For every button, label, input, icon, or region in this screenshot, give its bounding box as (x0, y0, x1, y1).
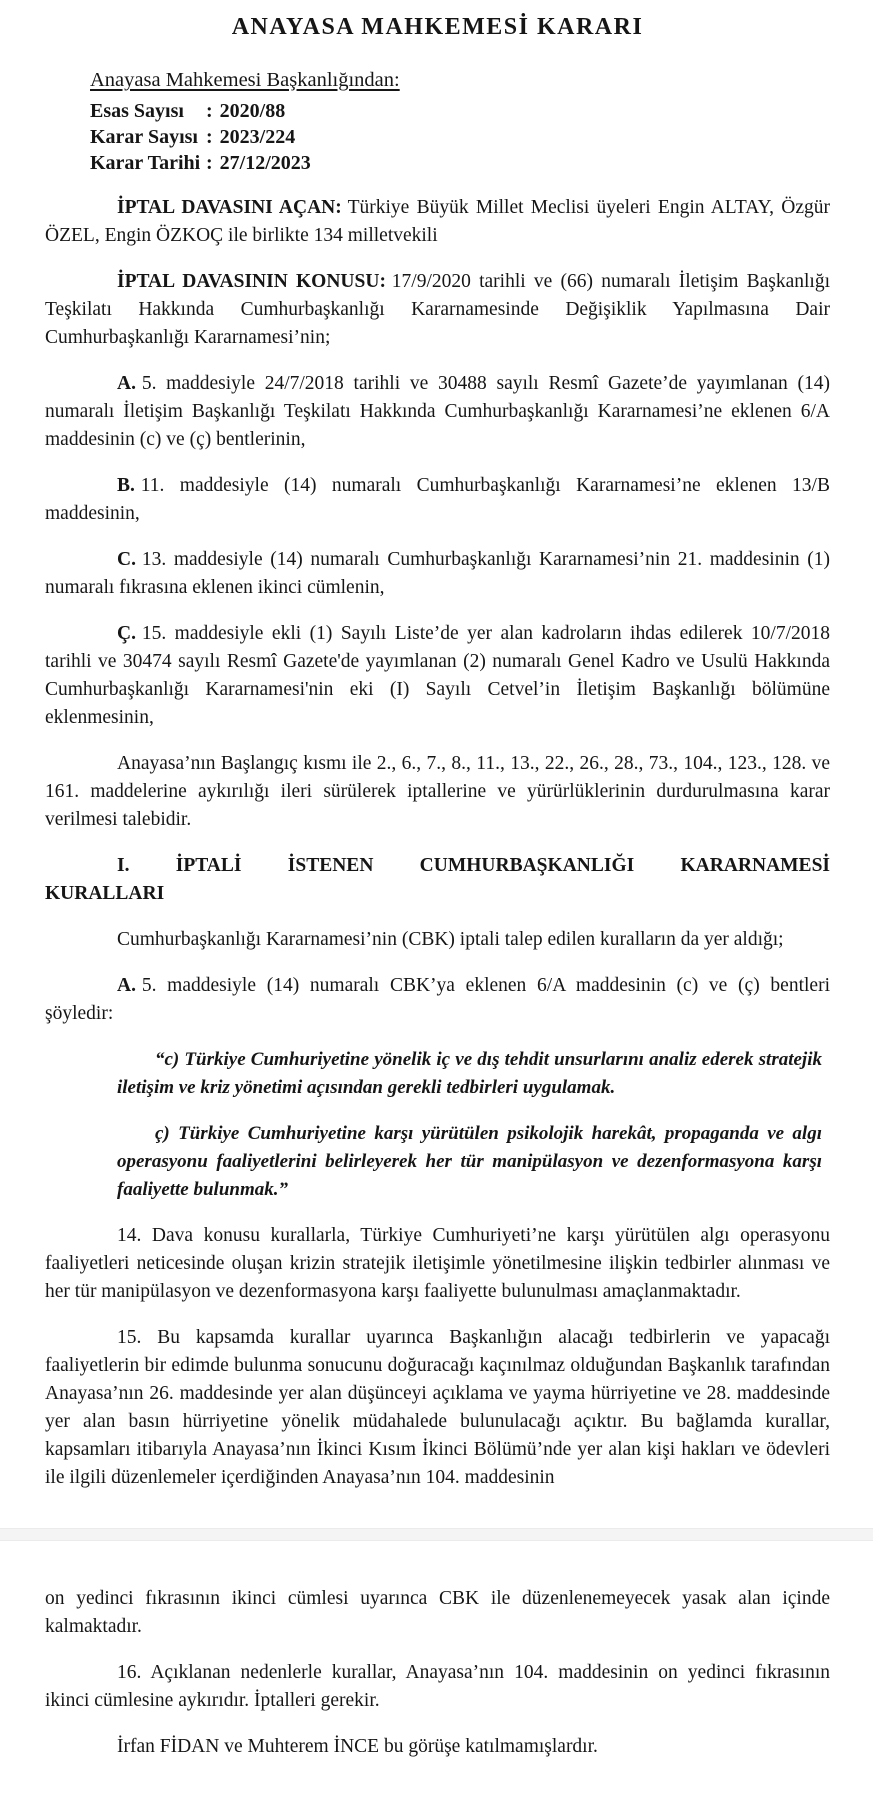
paragraph-text: on yedinci fıkrasının ikinci cümlesi uyarınca CBK ile düzenlenemeyecek yasak alan içinde kalmaktadır. (45, 1588, 830, 1637)
paragraph-text: 17/9/2020 tarihli ve (66) numaralı İletişim Başkanlığı Teşkilatı Hakkında Cumhurbaşkanlığı Kararnamesinde Değişiklik Yapılmasına Dair Cumhurbaşkanlığı Kararnamesi’nin; (45, 271, 831, 348)
paragraph-cbk-intro (45, 926, 830, 954)
paragraph-text: 16. Açıklanan nedenlerle kurallar, Anayasa’nın 104. maddesinin on yedinci fıkrasının ikinci cümlesine aykırıdır. İptalleri gerekir. (45, 1662, 830, 1711)
page-break-divider (0, 1528, 873, 1541)
quote-bent-cc: ç) Türkiye Cumhuriyetine karşı yürütülen psikolojik harekât, propaganda ve algı operasyonu faaliyetlerini belirleyerek her tür manipülasyon ve dezenformasyona karşı faaliyette bulunmak.” (117, 1123, 822, 1200)
paragraph-text: 11. maddesiyle (14) numaralı Cumhurbaşkanlığı Kararnamesi’ne eklenen 13/B maddesinin, (45, 475, 830, 524)
meta-separator: : (206, 100, 213, 122)
paragraph-text: 13. maddesiyle (14) numaralı Cumhurbaşkanlığı Kararnamesi’nin 21. maddesinin (1) numaralı fıkrasına eklenen ikinci cümlenin, (45, 549, 830, 598)
meta-row-karar-tarihi (90, 150, 830, 176)
paragraph-16 (45, 1659, 830, 1715)
paragraph-davayi-acan (45, 194, 830, 250)
list-item-b (45, 472, 830, 528)
meta-label: Karar Tarihi (90, 152, 201, 174)
paragraph-talep (45, 750, 830, 834)
list-item-cc (45, 620, 830, 732)
paragraph-lead: İPTAL DAVASINI AÇAN: (117, 197, 342, 218)
paragraph-text: Anayasa’nın Başlangıç kısmı ile 2., 6., 7., 8., 11., 13., 22., 26., 28., 73., 104., 123., 128. ve 161. maddelerine aykırılığı ileri sürülerek iptallerine ve yürürlüklerinin durdurulmasına karar verilmesi talebidir. (45, 753, 830, 830)
meta-label: Karar Sayısı (90, 126, 198, 148)
paragraph-text: 15. maddesiyle ekli (1) Sayılı Liste’de yer alan kadroların ihdas edilerek 10/7/2018 tarihli ve 30474 sayılı Resmî Gazete'de yayımlanan (2) numaralı Genel Kadro ve Usulü Hakkında Cumhurbaşkanlığı Kararnamesi'nin eki (I) Sayılı Cetvel’in İletişim Başkanlığı bölümüne eklenmesinin, (45, 623, 830, 728)
paragraph-lead: A. (117, 975, 136, 996)
meta-separator: : (206, 152, 213, 174)
meta-separator: : (206, 126, 213, 148)
paragraph-15 (45, 1324, 830, 1492)
paragraph-text: Cumhurbaşkanlığı Kararnamesi’nin (CBK) iptali talep edilen kuralların da yer aldığı; (117, 929, 784, 950)
quote-bent-c: “c) Türkiye Cumhuriyetine yönelik iç ve dış tehdit unsurlarını analiz ederek stratejik iletişim ve kriz yönetimi açısından gerekli tedbirleri uygulamak. (117, 1049, 822, 1098)
meta-value: 2023/224 (219, 126, 296, 148)
meta-row-karar-sayisi (90, 124, 830, 150)
meta-value: 27/12/2023 (219, 152, 311, 174)
list-item-a (45, 370, 830, 454)
case-meta-block (90, 98, 830, 176)
meta-label: Esas Sayısı (90, 100, 184, 122)
issuing-authority-heading: Anayasa Mahkemesi Başkanlığından: (90, 69, 400, 91)
paragraph-lead: B. (117, 475, 135, 496)
paragraph-text: 14. Dava konusu kurallarla, Türkiye Cumhuriyeti’ne karşı yürütülen algı operasyonu faaliyetleri neticesinde oluşan krizin stratejik iletişimle yönetilmesine ilişkin tedbirler alınması ve her tür manipülasyon ve dezenformasyona karşı faaliyette bulunulması amaçlanmaktadır. (45, 1225, 830, 1302)
paragraph-text: 5. maddesiyle (14) numaralı CBK’ya eklenen 6/A maddesinin (c) ve (ç) bentleri şöyledir: (45, 975, 830, 1024)
meta-row-esas-sayisi (90, 98, 830, 124)
paragraph-lead: C. (117, 549, 136, 570)
paragraph-15-devami (45, 1585, 830, 1641)
paragraph-14 (45, 1222, 830, 1306)
paragraph-text: 5. maddesiyle 24/7/2018 tarihli ve 30488 sayılı Resmî Gazete’de yayımlanan (14) numaralı İletişim Başkanlığı Teşkilatı Hakkında Cumhurbaşkanlığı Kararnamesi’ne eklenen 6/A maddesinin (c) ve (ç) bentlerinin, (45, 373, 830, 450)
section-heading-iptali-istenen: I. İPTALİ İSTENEN CUMHURBAŞKANLIĞI KARARNAMESİ KURALLARI (45, 855, 830, 904)
paragraph-konusu (45, 268, 830, 352)
paragraph-text: Türkiye Büyük Millet Meclisi üyeleri Engin ALTAY, Özgür ÖZEL, Engin ÖZKOÇ ile birlikte 134 milletvekili (45, 197, 830, 246)
paragraph-lead: İPTAL DAVASININ KONUSU: (117, 271, 386, 292)
paragraph-text: İrfan FİDAN ve Muhterem İNCE bu görüşe katılmamışlardır. (117, 1736, 598, 1757)
paragraph-lead: Ç. (117, 623, 136, 644)
meta-value: 2020/88 (219, 100, 286, 122)
list-item-c (45, 546, 830, 602)
paragraph-madde-a (45, 972, 830, 1028)
paragraph-text: 15. Bu kapsamda kurallar uyarınca Başkanlığın alacağı tedbirlerin ve yapacağı faaliyetlerin bir edimde bulunma sonucunu doğuracağı kaçınılmaz olduğundan Başkanlık tarafından Anayasa’nın 26. maddesinde yer alan düşünceyi açıklama ve yayma hürriyetine ve 28. maddesinde yer alan basın hürriyetine yönelik müdahalede bulunulacağı açıktır. Bu bağlamda kurallar, kapsamları itibarıyla Anayasa’nın İkinci Kısım İkinci Bölümü’nde yer alan kişi hakları ve ödevleri ile ilgili düzenlemeler içerdiğinden Anayasa’nın 104. maddesinin (45, 1327, 830, 1488)
document-title: ANAYASA MAHKEMESİ KARARI (231, 14, 644, 40)
paragraph-karsi-oy (45, 1733, 830, 1761)
paragraph-lead: A. (117, 373, 136, 394)
